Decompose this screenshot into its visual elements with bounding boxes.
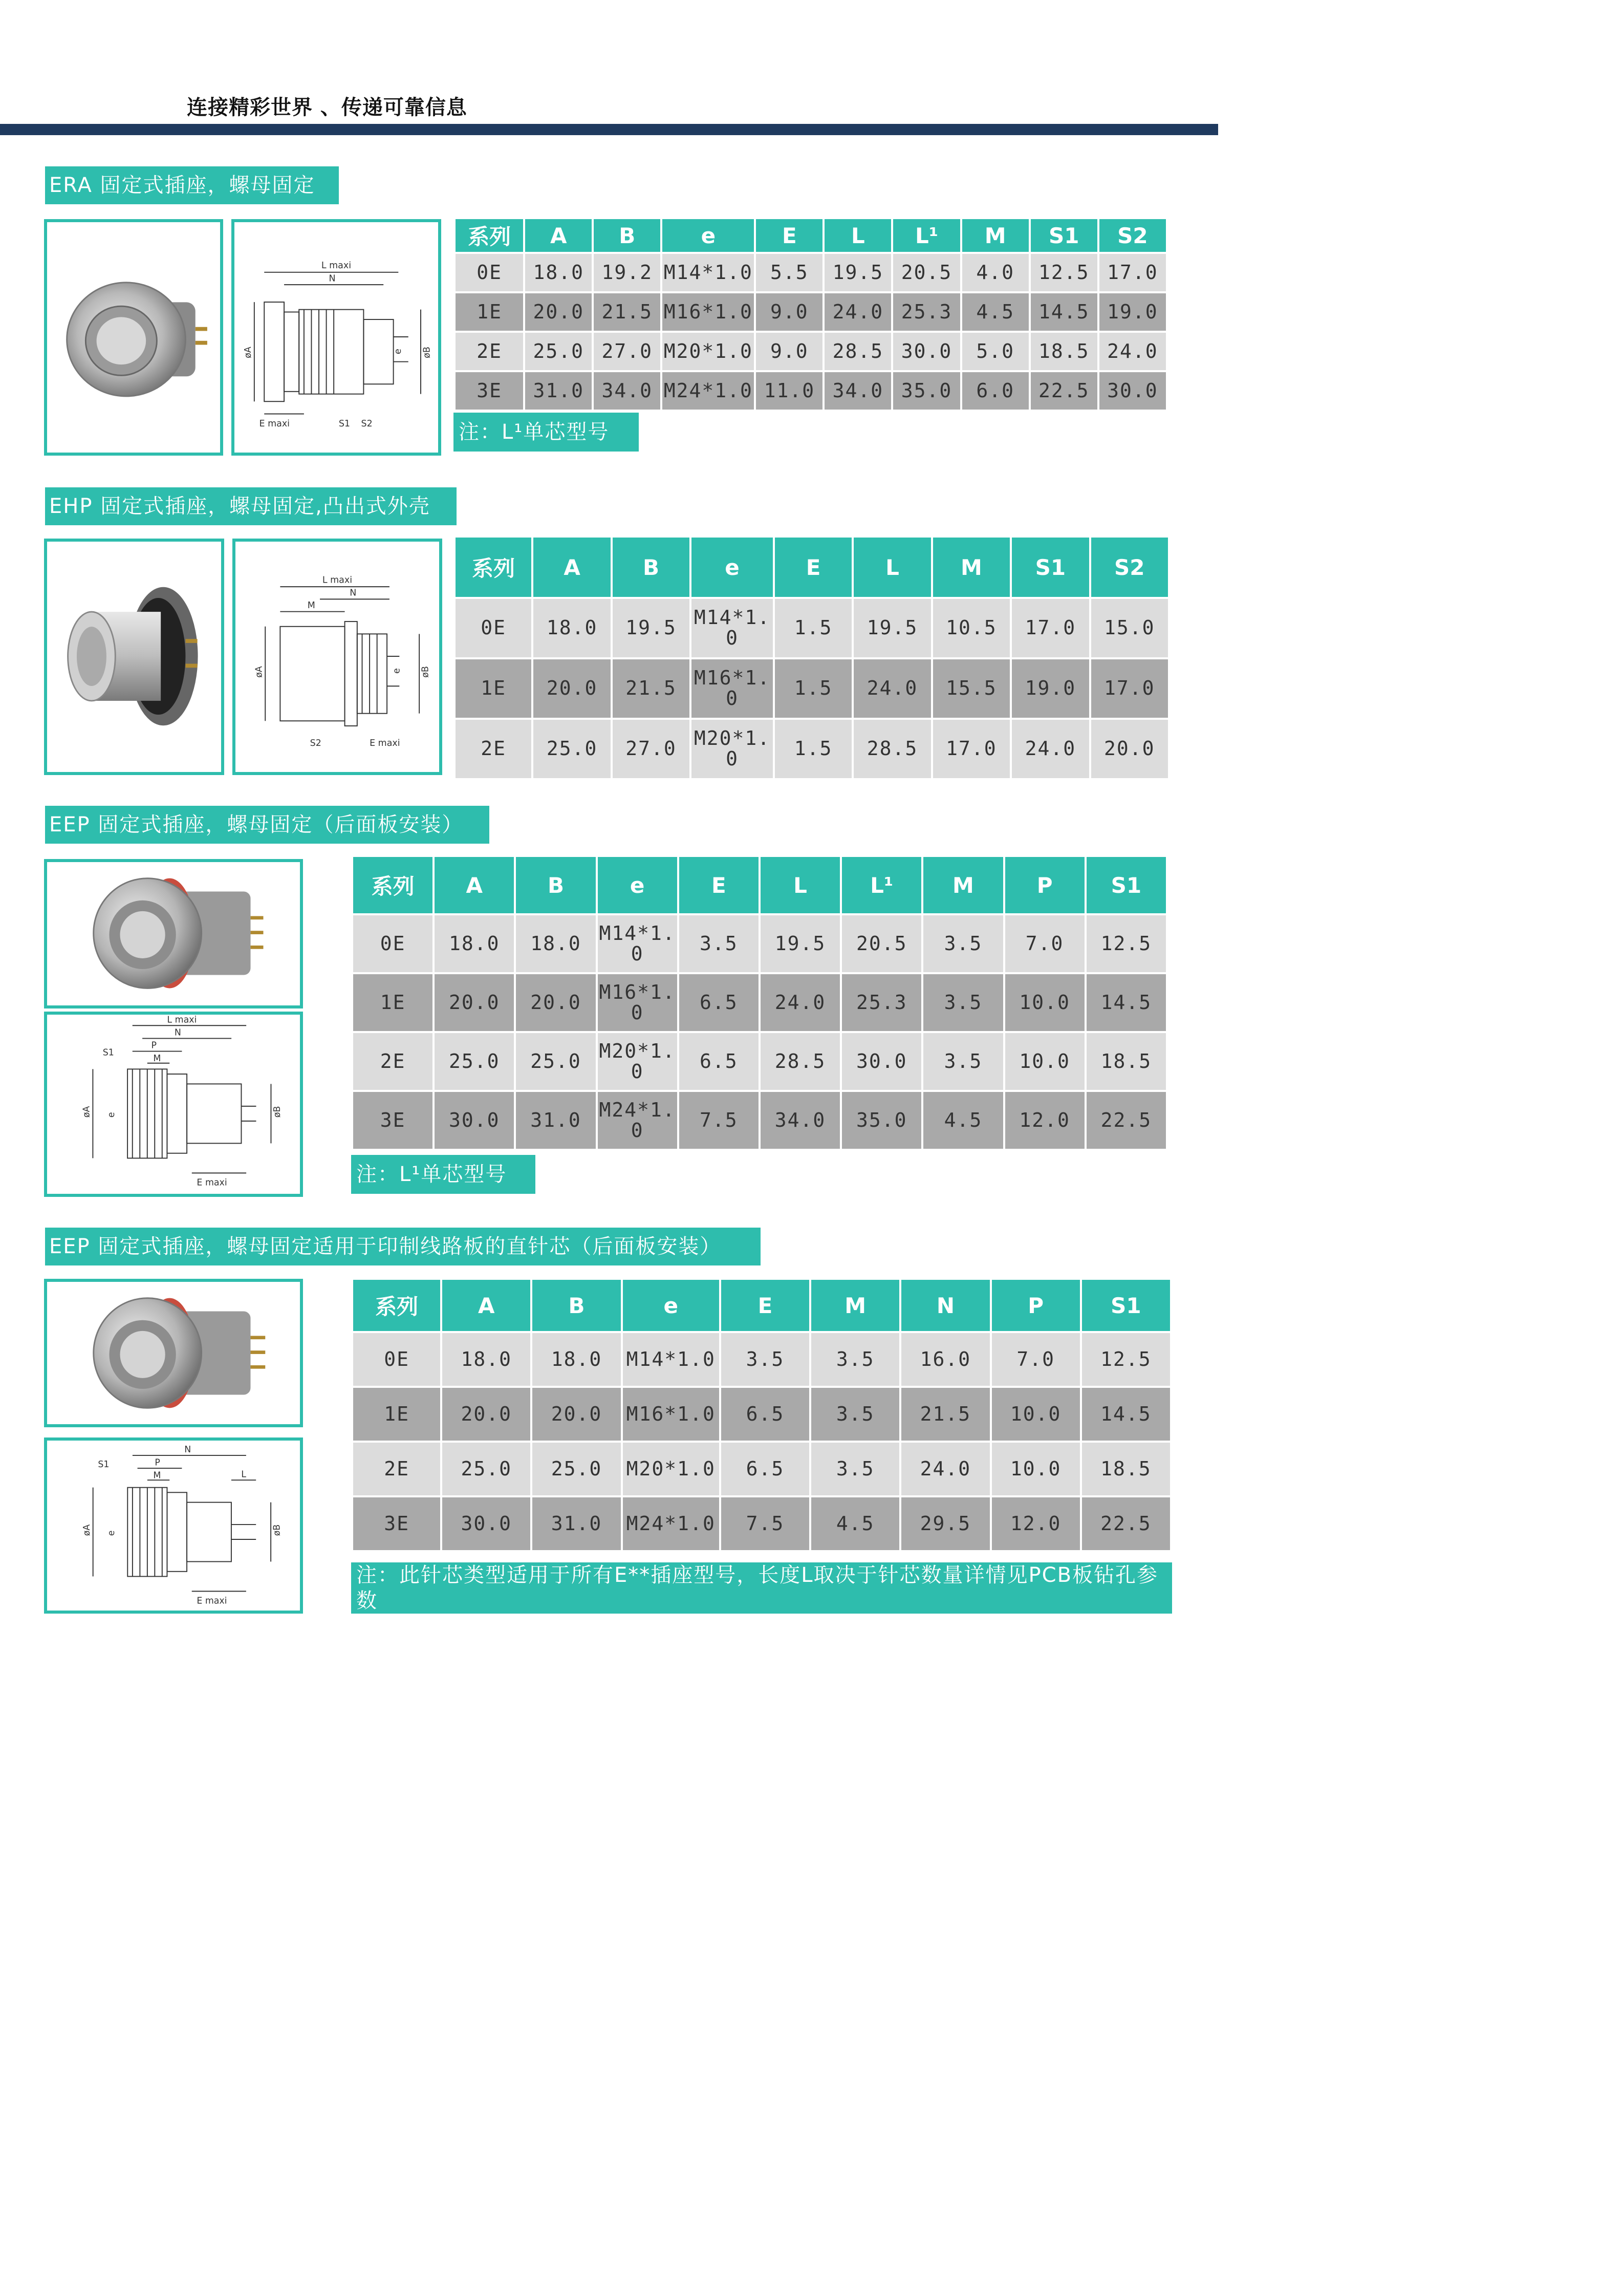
- table-cell: 18.5: [1031, 333, 1097, 372]
- table-cell: 20.0: [1091, 720, 1168, 780]
- table-cell: 24.0: [854, 659, 930, 720]
- table-cell: M20*1.0: [691, 720, 773, 780]
- column-header: A: [442, 1280, 530, 1333]
- table-header-row: [456, 219, 1166, 254]
- table-cell: 20.0: [442, 1388, 530, 1443]
- column-header: E: [721, 1280, 809, 1333]
- table-header-row: [353, 857, 1166, 915]
- eep-connector-image: [47, 862, 300, 1005]
- column-header: e: [662, 219, 754, 254]
- column-header: S1: [1012, 538, 1089, 599]
- table-cell: 11.0: [756, 372, 822, 412]
- table-cell: 10.0: [1005, 1033, 1085, 1092]
- table-row: [456, 599, 1168, 659]
- table-cell: 14.5: [1087, 974, 1166, 1033]
- section-era-label: ERA 固定式插座，螺母固定: [45, 166, 339, 204]
- section-eep-label: EEP 固定式插座，螺母固定（后面板安装）: [45, 806, 489, 844]
- eep-dim-p: P: [151, 1040, 157, 1051]
- table-cell: M20*1.0: [623, 1443, 719, 1497]
- table-cell: 12.5: [1087, 915, 1166, 974]
- column-header: P: [1005, 857, 1085, 915]
- table-row: [353, 1443, 1170, 1497]
- table-cell: 34.0: [761, 1092, 840, 1151]
- header-bar: [0, 124, 1218, 135]
- table-cell: 34.0: [594, 372, 660, 412]
- column-header: L: [825, 219, 891, 254]
- table-cell: 19.2: [594, 254, 660, 293]
- table-cell: 22.5: [1087, 1092, 1166, 1151]
- era-dim-n: N: [329, 273, 336, 284]
- table-cell: 7.5: [721, 1497, 809, 1552]
- table-cell: 20.0: [532, 1388, 620, 1443]
- table-cell: 20.0: [435, 974, 514, 1033]
- table-cell: 6.5: [721, 1443, 809, 1497]
- ehp-dim-phi-b: øB: [420, 666, 431, 678]
- table-cell: 25.0: [525, 333, 592, 372]
- eep-pcb-dim-phi-b: øB: [272, 1524, 283, 1536]
- table-cell: 17.0: [1099, 254, 1166, 293]
- table-cell: 20.0: [533, 659, 610, 720]
- eep-pcb-connector-image: [47, 1282, 300, 1424]
- table-cell: 18.5: [1087, 1033, 1166, 1092]
- table-cell: 21.5: [901, 1388, 989, 1443]
- table-cell: 19.0: [1012, 659, 1089, 720]
- table-cell: 22.5: [1031, 372, 1097, 412]
- table-cell: 18.5: [1082, 1443, 1170, 1497]
- era-dim-s1: S1: [338, 418, 351, 429]
- table-cell: 20.0: [516, 974, 595, 1033]
- table-row: [353, 915, 1166, 974]
- table-cell: 30.0: [893, 333, 960, 372]
- column-header: S1: [1082, 1280, 1170, 1333]
- column-header: A: [435, 857, 514, 915]
- table-cell: 25.0: [442, 1443, 530, 1497]
- table-cell: 27.0: [613, 720, 689, 780]
- eep-pcb-dim-e: e: [106, 1530, 117, 1536]
- eep-pcb-dimension-drawing: [44, 1437, 303, 1614]
- ehp-dim-l-maxi: L maxi: [322, 575, 353, 586]
- ehp-dim-e-maxi: E maxi: [370, 738, 400, 748]
- table-cell: 24.0: [901, 1443, 989, 1497]
- table-cell: 20.0: [525, 293, 592, 333]
- column-header: M: [811, 1280, 899, 1333]
- table-row: [456, 659, 1168, 720]
- ehp-dim-n: N: [350, 588, 357, 598]
- table-cell: 18.0: [516, 915, 595, 974]
- table-cell: M16*1.0: [691, 659, 773, 720]
- column-header: P: [992, 1280, 1080, 1333]
- column-header: A: [525, 219, 592, 254]
- header-slogan: 连接精彩世界 、传递可靠信息: [187, 96, 467, 119]
- table-cell: 17.0: [1091, 659, 1168, 720]
- table-cell: 12.0: [992, 1497, 1080, 1552]
- ehp-dimension-drawing: [232, 539, 442, 775]
- table-row: [353, 974, 1166, 1033]
- eep-note: 注：L¹单芯型号: [351, 1155, 535, 1194]
- era-dim-e: e: [393, 349, 404, 355]
- table-cell: 30.0: [442, 1497, 530, 1552]
- table-cell: 2E: [353, 1443, 440, 1497]
- table-cell: 24.0: [825, 293, 891, 333]
- table-cell: 7.0: [992, 1333, 1080, 1388]
- table-cell: 16.0: [901, 1333, 989, 1388]
- table-cell: 3.5: [811, 1388, 899, 1443]
- table-cell: 12.5: [1031, 254, 1097, 293]
- table-cell: 0E: [456, 254, 523, 293]
- table-cell: 19.5: [854, 599, 930, 659]
- eep-pcb-product-photo: [44, 1279, 303, 1427]
- table-row: [456, 333, 1166, 372]
- table-cell: 25.3: [842, 974, 921, 1033]
- table-row: [456, 293, 1166, 333]
- eep-pcb-spec-table: [351, 1280, 1172, 1552]
- column-header: e: [691, 538, 773, 599]
- section-eep-pcb-label: EEP 固定式插座，螺母固定适用于印制线路板的直针芯（后面板安装）: [45, 1228, 761, 1265]
- column-header: M: [923, 857, 1003, 915]
- column-header: L¹: [842, 857, 921, 915]
- era-note: 注：L¹单芯型号: [453, 413, 639, 452]
- era-spec-table: [453, 219, 1168, 412]
- era-dim-s2: S2: [361, 418, 373, 429]
- table-cell: 31.0: [532, 1497, 620, 1552]
- eep-pcb-dim-l: L: [241, 1469, 246, 1480]
- column-header: e: [598, 857, 677, 915]
- table-cell: 19.0: [1099, 293, 1166, 333]
- table-cell: M20*1.0: [662, 333, 754, 372]
- eep-pcb-dim-m: M: [153, 1470, 161, 1481]
- table-cell: 3E: [353, 1092, 432, 1151]
- table-cell: 4.5: [811, 1497, 899, 1552]
- era-dimension-drawing: [231, 219, 441, 456]
- table-cell: 9.0: [756, 333, 822, 372]
- table-cell: 3E: [353, 1497, 440, 1552]
- table-cell: 0E: [353, 915, 432, 974]
- table-cell: 28.5: [854, 720, 930, 780]
- table-cell: 3E: [456, 372, 523, 412]
- table-cell: 3.5: [923, 1033, 1003, 1092]
- table-cell: 27.0: [594, 333, 660, 372]
- table-cell: 2E: [456, 333, 523, 372]
- column-header: S2: [1099, 219, 1166, 254]
- table-cell: 3.5: [721, 1333, 809, 1388]
- table-cell: 15.5: [933, 659, 1010, 720]
- table-cell: 18.0: [532, 1333, 620, 1388]
- eep-dim-phi-a: øA: [81, 1106, 92, 1118]
- table-cell: 10.0: [1005, 974, 1085, 1033]
- column-header: 系列: [456, 538, 531, 599]
- table-cell: 2E: [353, 1033, 432, 1092]
- table-cell: M24*1.0: [662, 372, 754, 412]
- table-row: [353, 1033, 1166, 1092]
- table-cell: 10.0: [992, 1443, 1080, 1497]
- eep-dim-n: N: [174, 1027, 181, 1038]
- table-cell: 28.5: [825, 333, 891, 372]
- table-cell: 4.5: [962, 293, 1029, 333]
- table-cell: 25.0: [435, 1033, 514, 1092]
- table-cell: 24.0: [761, 974, 840, 1033]
- eep-dim-phi-b: øB: [272, 1106, 283, 1118]
- eep-dim-l-maxi: L maxi: [167, 1015, 197, 1025]
- eep-dim-e-maxi: E maxi: [197, 1177, 227, 1188]
- column-header: B: [594, 219, 660, 254]
- table-row: [353, 1092, 1166, 1151]
- table-cell: 6.5: [721, 1388, 809, 1443]
- era-connector-image: [47, 222, 220, 453]
- ehp-product-photo: [44, 539, 224, 775]
- table-cell: 6.5: [679, 974, 759, 1033]
- column-header: M: [962, 219, 1029, 254]
- eep-dimension-drawing: [44, 1012, 303, 1197]
- table-cell: 31.0: [525, 372, 592, 412]
- column-header: M: [933, 538, 1010, 599]
- table-row: [353, 1333, 1170, 1388]
- table-cell: 9.0: [756, 293, 822, 333]
- table-cell: 3.5: [923, 915, 1003, 974]
- table-cell: 25.0: [532, 1443, 620, 1497]
- era-dim-l-maxi: L maxi: [321, 261, 352, 271]
- table-cell: M14*1.0: [623, 1333, 719, 1388]
- table-cell: 25.3: [893, 293, 960, 333]
- table-cell: M24*1.0: [623, 1497, 719, 1552]
- column-header: B: [613, 538, 689, 599]
- column-header: L¹: [893, 219, 960, 254]
- eep-dim-e: e: [106, 1112, 117, 1118]
- table-cell: 20.5: [893, 254, 960, 293]
- table-cell: 28.5: [761, 1033, 840, 1092]
- table-cell: 31.0: [516, 1092, 595, 1151]
- table-cell: 10.5: [933, 599, 1010, 659]
- table-row: [353, 1497, 1170, 1552]
- table-cell: 12.5: [1082, 1333, 1170, 1388]
- eep-product-photo: [44, 859, 303, 1008]
- table-cell: 25.0: [533, 720, 610, 780]
- table-header-row: [353, 1280, 1170, 1333]
- table-cell: 7.0: [1005, 915, 1085, 974]
- table-cell: 4.5: [923, 1092, 1003, 1151]
- ehp-dim-m: M: [307, 600, 315, 611]
- table-cell: 1E: [456, 293, 523, 333]
- eep-pcb-dim-s1: S1: [98, 1460, 110, 1470]
- column-header: E: [775, 538, 852, 599]
- ehp-connector-image: [47, 542, 221, 772]
- column-header: L: [761, 857, 840, 915]
- table-cell: 14.5: [1082, 1388, 1170, 1443]
- table-cell: 5.0: [962, 333, 1029, 372]
- table-cell: 3.5: [811, 1333, 899, 1388]
- table-cell: 22.5: [1082, 1497, 1170, 1552]
- table-cell: 20.5: [842, 915, 921, 974]
- eep-pcb-dim-phi-a: øA: [81, 1524, 92, 1536]
- table-cell: 1.5: [775, 659, 852, 720]
- ehp-spec-table: [453, 538, 1170, 780]
- table-cell: 3.5: [679, 915, 759, 974]
- table-cell: 17.0: [1012, 599, 1089, 659]
- table-cell: 30.0: [435, 1092, 514, 1151]
- column-header: S2: [1091, 538, 1168, 599]
- era-dim-phi-a: øA: [243, 347, 254, 358]
- table-cell: M24*1.0: [598, 1092, 677, 1151]
- table-cell: M20*1.0: [598, 1033, 677, 1092]
- table-cell: M16*1.0: [662, 293, 754, 333]
- column-header: 系列: [456, 219, 523, 254]
- eep-pcb-dim-e-maxi: E maxi: [197, 1596, 227, 1606]
- table-cell: 35.0: [842, 1092, 921, 1151]
- table-cell: 1E: [353, 1388, 440, 1443]
- era-dim-phi-b: øB: [422, 347, 432, 358]
- eep-dim-s1: S1: [102, 1047, 114, 1058]
- column-header: A: [533, 538, 610, 599]
- eep-pcb-dim-n: N: [184, 1445, 191, 1455]
- table-cell: 18.0: [525, 254, 592, 293]
- ehp-dim-e: e: [392, 668, 402, 674]
- table-cell: 3.5: [923, 974, 1003, 1033]
- table-cell: 18.0: [435, 915, 514, 974]
- table-cell: 10.0: [992, 1388, 1080, 1443]
- table-cell: 30.0: [842, 1033, 921, 1092]
- table-cell: 29.5: [901, 1497, 989, 1552]
- column-header: N: [901, 1280, 989, 1333]
- table-cell: M14*1.0: [662, 254, 754, 293]
- table-cell: 24.0: [1099, 333, 1166, 372]
- table-cell: M14*1.0: [691, 599, 773, 659]
- table-cell: 18.0: [442, 1333, 530, 1388]
- table-cell: 21.5: [613, 659, 689, 720]
- column-header: 系列: [353, 1280, 440, 1333]
- column-header: L: [854, 538, 930, 599]
- table-cell: M14*1.0: [598, 915, 677, 974]
- table-cell: 14.5: [1031, 293, 1097, 333]
- column-header: 系列: [353, 857, 432, 915]
- table-row: [456, 372, 1166, 412]
- eep-spec-table: [351, 857, 1168, 1151]
- table-cell: 30.0: [1099, 372, 1166, 412]
- column-header: S1: [1087, 857, 1166, 915]
- eep-dim-m: M: [153, 1053, 161, 1064]
- table-cell: 3.5: [811, 1443, 899, 1497]
- column-header: E: [756, 219, 822, 254]
- table-cell: 19.5: [825, 254, 891, 293]
- table-cell: 34.0: [825, 372, 891, 412]
- table-row: [353, 1388, 1170, 1443]
- table-cell: 6.0: [962, 372, 1029, 412]
- column-header: B: [516, 857, 595, 915]
- table-cell: 21.5: [594, 293, 660, 333]
- table-row: [456, 720, 1168, 780]
- table-cell: 0E: [353, 1333, 440, 1388]
- table-cell: 5.5: [756, 254, 822, 293]
- column-header: E: [679, 857, 759, 915]
- table-cell: 0E: [456, 599, 531, 659]
- table-cell: 25.0: [516, 1033, 595, 1092]
- table-cell: 19.5: [761, 915, 840, 974]
- table-cell: 12.0: [1005, 1092, 1085, 1151]
- eep-pcb-dim-p: P: [155, 1457, 160, 1468]
- table-cell: 7.5: [679, 1092, 759, 1151]
- column-header: S1: [1031, 219, 1097, 254]
- column-header: e: [623, 1280, 719, 1333]
- table-cell: 1E: [353, 974, 432, 1033]
- table-header-row: [456, 538, 1168, 599]
- table-cell: 1.5: [775, 599, 852, 659]
- table-cell: 35.0: [893, 372, 960, 412]
- table-row: [456, 254, 1166, 293]
- table-cell: 2E: [456, 720, 531, 780]
- table-cell: M16*1.0: [623, 1388, 719, 1443]
- table-cell: 1.5: [775, 720, 852, 780]
- eep-pcb-note: 注：此针芯类型适用于所有E**插座型号，长度L取决于针芯数量详情见PCB板钻孔参数: [351, 1562, 1172, 1614]
- ehp-dim-phi-a: øA: [254, 666, 265, 678]
- ehp-dim-s2: S2: [310, 738, 321, 748]
- table-cell: 1E: [456, 659, 531, 720]
- table-cell: M16*1.0: [598, 974, 677, 1033]
- table-cell: 19.5: [613, 599, 689, 659]
- table-cell: 18.0: [533, 599, 610, 659]
- table-cell: 4.0: [962, 254, 1029, 293]
- section-ehp-label: EHP 固定式插座，螺母固定,凸出式外壳: [45, 487, 457, 525]
- table-cell: 6.5: [679, 1033, 759, 1092]
- table-cell: 15.0: [1091, 599, 1168, 659]
- era-dim-e-maxi: E maxi: [259, 418, 290, 429]
- era-product-photo: [44, 219, 223, 456]
- table-cell: 24.0: [1012, 720, 1089, 780]
- table-cell: 17.0: [933, 720, 1010, 780]
- column-header: B: [532, 1280, 620, 1333]
